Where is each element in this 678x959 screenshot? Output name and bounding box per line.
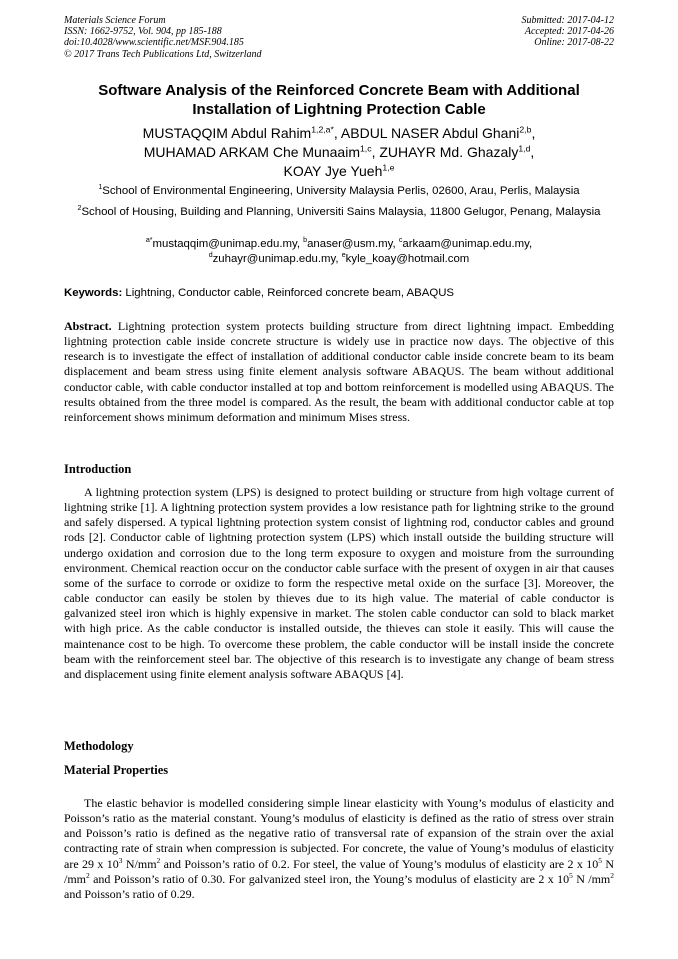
paragraph-text: The elastic behavior is modelled considering simple linear elasticity with Young’s modulus of elasticity and Poisson’s ratio as the material constant. Young’s modulus of elasticity is defined as the ratio of stress over strain and Poisson’s ratio is defined as the negative ratio of transversal rate of expansion of the strain over the axial contracting rate of strain when compression is subjected. For concrete, the value of Young’s modulus of elasticity are 29 x 10 [64, 796, 614, 871]
keywords-label: Keywords: [64, 287, 123, 299]
email-address[interactable]: anaser@usm.my [307, 238, 393, 250]
affiliation-text: School of Environmental Engineering, University Malaysia Perlis, 02600, Arau, Perlis, Malaysia [102, 185, 580, 197]
author-affiliation-mark: 2,b [519, 124, 532, 135]
email-address[interactable]: mustaqqim@unimap.edu.my [152, 238, 297, 250]
author-emails: $^{a*}$mustaqqim@unimap.edu.my, $^b$anaser@usm.my, $^c$arkaam@unimap.edu.my, $^d$zuhayr@unimap.edu.my, $^e$kyle_koay@hotmail.com [145, 237, 533, 265]
paragraph-text: and Poisson’s ratio of 0.2. For steel, the value of Young’s modulus of elasticity are 2 x 10 [160, 856, 599, 871]
journal-info [64, 15, 262, 60]
abstract-label: Abstract. [64, 319, 112, 333]
title-line: Installation of Lightning Protection Cable [192, 101, 486, 118]
journal-name: Materials Science Forum [64, 15, 166, 26]
author-name: ABDUL NASER Abdul Ghani [340, 125, 520, 141]
affiliation [50, 184, 628, 200]
exponent: 2 [86, 870, 90, 880]
author-list: MUSTAQQIM Abdul Rahim$^{1,2,a*}$, ABDUL NASER Abdul Ghani$^{2,b}$, MUHAMAD ARKAM Che Munaaim$^{1,c}$, ZUHAYR Md. Ghazaly$^{1,d}$, KOAY Jye Yueh$^{1,e}$ [142, 124, 536, 179]
author-affiliation-mark: 1,d [518, 143, 531, 154]
exponent: 5 [569, 870, 573, 880]
author-affiliation-mark: 1,2,a* [311, 124, 334, 135]
section-heading-methodology: Methodology [64, 739, 134, 753]
date-online: Online: 2017-08-22 [534, 37, 614, 49]
email-mark: e [341, 251, 346, 259]
submission-dates [522, 15, 615, 49]
author-affiliation-mark: 1,e [382, 162, 395, 173]
date-accepted: Accepted: 2017-04-26 [524, 26, 614, 38]
date-submitted: Submitted: 2017-04-12 [521, 15, 614, 26]
email-mark: a* [145, 237, 153, 245]
title-line: Software Analysis of the Reinforced Concrete Beam with Additional [98, 82, 580, 99]
author-affiliation-mark: 1,c [359, 143, 372, 154]
email-mark: b [303, 237, 308, 245]
exponent: 5 [598, 855, 602, 865]
material-properties-paragraph [64, 796, 614, 902]
subsection-heading-material-properties: Material Properties [64, 763, 169, 777]
paragraph-text: N/mm [122, 856, 157, 871]
email-address[interactable]: zuhayr@unimap.edu.my [212, 252, 336, 265]
paragraph-text: and Poisson’s ratio of 0.30. For galvanized steel iron, the Young’s modulus of elasticity are 2 x 10 [89, 871, 570, 886]
paragraph-text: N /mm [572, 871, 611, 886]
author-name: MUSTAQQIM Abdul Rahim [142, 125, 312, 141]
exponent: 2 [156, 855, 161, 865]
section-heading-introduction: Introduction [64, 462, 132, 476]
journal-issn: ISSN: 1662-9752, Vol. 904, pp 185-188 [64, 26, 222, 38]
paper-title [50, 81, 628, 119]
journal-doi: doi:10.4028/www.scientific.net/MSF.904.185 [64, 37, 244, 49]
email-mark: d [208, 251, 213, 259]
author-name: KOAY Jye Yueh [283, 163, 383, 179]
abstract [64, 319, 614, 425]
email-mark: c [398, 237, 403, 245]
email-address[interactable]: arkaam@unimap.edu.my [402, 238, 529, 250]
affiliation-mark: 2 [77, 205, 82, 213]
affiliation-text: School of Housing, Building and Planning, Universiti Sains Malaysia, 11800 Gelugor, Penang, Malaysia [81, 206, 601, 218]
keywords [64, 286, 624, 301]
paragraph-text: N /mm [64, 856, 614, 886]
paragraph-text: and Poisson’s ratio of 0.29. [64, 886, 195, 901]
affiliation [50, 205, 628, 221]
affiliation-mark: 1 [98, 184, 103, 192]
author-name: ZUHAYR Md. Ghazaly [379, 144, 519, 160]
exponent: 3 [118, 855, 123, 865]
keywords-text: Lightning, Conductor cable, Reinforced concrete beam, ABAQUS [125, 287, 455, 299]
abstract-text: Lightning protection system protects building structure from direct lightning impact. Embedding lightning protection cable inside concrete structure is widely use in practice now days. The objective of this research is to investigate the effect of installation of additional conductor cable inside concrete beam to its beam displacement and beam stress using finite element analysis software ABAQUS. The beam without additional conductor cable, with cable conductor installed at top and bottom reinforcement is modelled using ABAQUS. The results obtained from the three model is compared. As the result, the beam with additional conductor cable at top reinforcement shows minimum deformation and minimum Mises stress. [64, 319, 615, 424]
introduction-paragraph: A lightning protection system (LPS) is designed to protect building or structure from high voltage current of lightning strike [1]. A lightning protection system provides a low resistance path for lightning strike to the ground and safely dispersed. A typical lightning protection system consist of lightning rod, conductor cables and ground rods [2]. Conductor cable of lightning protection system (LPS) which install outside the building structure will undergo oxidation and corrosion due to the long term exposure to oxygen and moisture from the surrounding environment. Chemical reaction occur on the conductor cable surface with the present of oxygen in air that causes some of the surface to corrode or oxidize to form the respective metal oxide on the surface [3]. Moreover, the cable conductor can easily be stolen by thieves due to its high value. The material of cable conductor is galvanized steel iron which is highly expensive in market. The stolen cable conductor can sold to black market with high price. As the cable conductor is installed outside, the thieves can stole it easily. This will cause the maintenance cost to be high. To overcome these problem, the cable conductor will be install inside the concrete beam with the reinforcement steel bar. The objective of this research is to investigate any change of beam stress and displacement using finite element analysis software ABAQUS [4]. [64, 485, 614, 681]
email-address[interactable]: kyle_koay@hotmail.com [345, 252, 470, 265]
exponent: 2 [610, 870, 614, 880]
journal-copyright: © 2017 Trans Tech Publications Ltd, Switzerland [64, 48, 262, 60]
author-name: MUHAMAD ARKAM Che Munaaim [143, 144, 360, 160]
